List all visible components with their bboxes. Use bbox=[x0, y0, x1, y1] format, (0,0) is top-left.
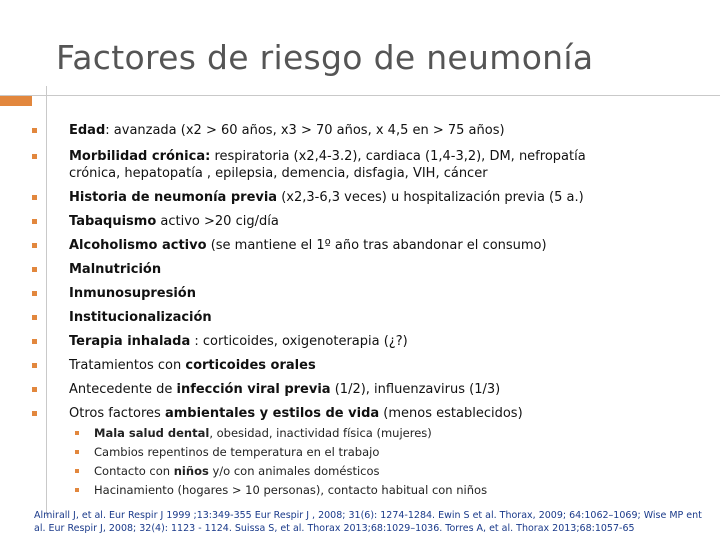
references: Almirall J, et al. Eur Respir J 1999 ;13:349-355 Eur Respir J , 2008; 31(6): 1274-1284. Ewin S et al. Thorax, 2009; 64:1062–1069; Wise MP ent al. Eur Respir J, 2008; 32(4): 1123 - 1124. Suissa S, et al. Thorax 2013;68:1029–1036. Torres A, et al. Thorax 2013;68:1057-65 bbox=[34, 510, 702, 534]
bullet-bold: Morbilidad crónica: bbox=[69, 149, 211, 164]
bullet-bold: Historia de neumonía previa bbox=[69, 190, 278, 205]
bullet-text: respiratoria (x2,4-3.2), cardiaca (1,4-3,2), DM, nefropatía bbox=[210, 149, 586, 164]
bullet-text: (x2,3-6,3 veces) u hospitalización previa (5 a.) bbox=[277, 190, 584, 205]
bullet-prefix: Antecedente de bbox=[69, 382, 177, 397]
bullet-bold: Terapia inhalada bbox=[69, 334, 191, 349]
bullet-marker bbox=[32, 154, 37, 159]
bullet-marker bbox=[32, 267, 37, 272]
bullet-text: activo >20 cig/día bbox=[156, 214, 279, 229]
bullet-bold: Inmunosupresión bbox=[69, 286, 196, 301]
sub-bullet-marker bbox=[75, 431, 79, 435]
sub-bullet-text: y/o con animales domésticos bbox=[208, 464, 380, 478]
bullet-bold: Institucionalización bbox=[69, 310, 212, 325]
sub-bullet-marker bbox=[75, 450, 79, 454]
bullet-text: (menos establecidos) bbox=[379, 406, 523, 421]
bullet-bold: Edad bbox=[69, 123, 106, 138]
bullet-prefix: Otros factores bbox=[69, 406, 165, 421]
accent-block bbox=[0, 96, 32, 106]
bullet-marker bbox=[32, 411, 37, 416]
bullet-marker bbox=[32, 339, 37, 344]
bullet-text: : avanzada (x2 > 60 años, x3 > 70 años, x 4,5 en > 75 años) bbox=[105, 123, 505, 138]
bullet-bold: Tabaquismo bbox=[69, 214, 157, 229]
bullet-marker bbox=[32, 363, 37, 368]
sub-bullet-bold: niños bbox=[173, 464, 209, 478]
bullet-marker bbox=[32, 195, 37, 200]
bullet-text-continued: crónica, hepatopatía , epilepsia, demencia, disfagia, VIH, cáncer bbox=[69, 166, 488, 181]
slide-title: Factores de riesgo de neumonía bbox=[56, 38, 594, 77]
bullet-marker bbox=[32, 387, 37, 392]
sub-bullet-bold: Mala salud dental bbox=[94, 426, 210, 440]
bullet-prefix: Tratamientos con bbox=[69, 358, 186, 373]
bullet-marker bbox=[32, 219, 37, 224]
bullet-bold: corticoides orales bbox=[185, 358, 316, 373]
bullet-marker bbox=[32, 291, 37, 296]
bullet-bold: Malnutrición bbox=[69, 262, 162, 277]
bullet-bold: Alcoholismo activo bbox=[69, 238, 207, 253]
sub-bullet-prefix: Contacto con bbox=[94, 464, 174, 478]
sub-bullet-marker bbox=[75, 488, 79, 492]
bullet-marker bbox=[32, 243, 37, 248]
bullet-text: : corticoides, oxigenoterapia (¿?) bbox=[190, 334, 408, 349]
left-divider bbox=[46, 86, 47, 516]
top-divider bbox=[0, 95, 720, 96]
bullet-marker bbox=[32, 315, 37, 320]
sub-bullet-text: Cambios repentinos de temperatura en el trabajo bbox=[94, 445, 380, 459]
sub-bullet-text: Hacinamiento (hogares > 10 personas), contacto habitual con niños bbox=[94, 483, 488, 497]
bullet-text: (1/2), influenzavirus (1/3) bbox=[330, 382, 501, 397]
sub-bullet-text: , obesidad, inactividad física (mujeres) bbox=[209, 426, 432, 440]
bullet-text: (se mantiene el 1º año tras abandonar el consumo) bbox=[206, 238, 547, 253]
bullet-marker bbox=[32, 128, 37, 133]
bullet-bold: infección viral previa bbox=[176, 382, 331, 397]
sub-bullet-marker bbox=[75, 469, 79, 473]
bullet-bold: ambientales y estilos de vida bbox=[164, 406, 380, 421]
